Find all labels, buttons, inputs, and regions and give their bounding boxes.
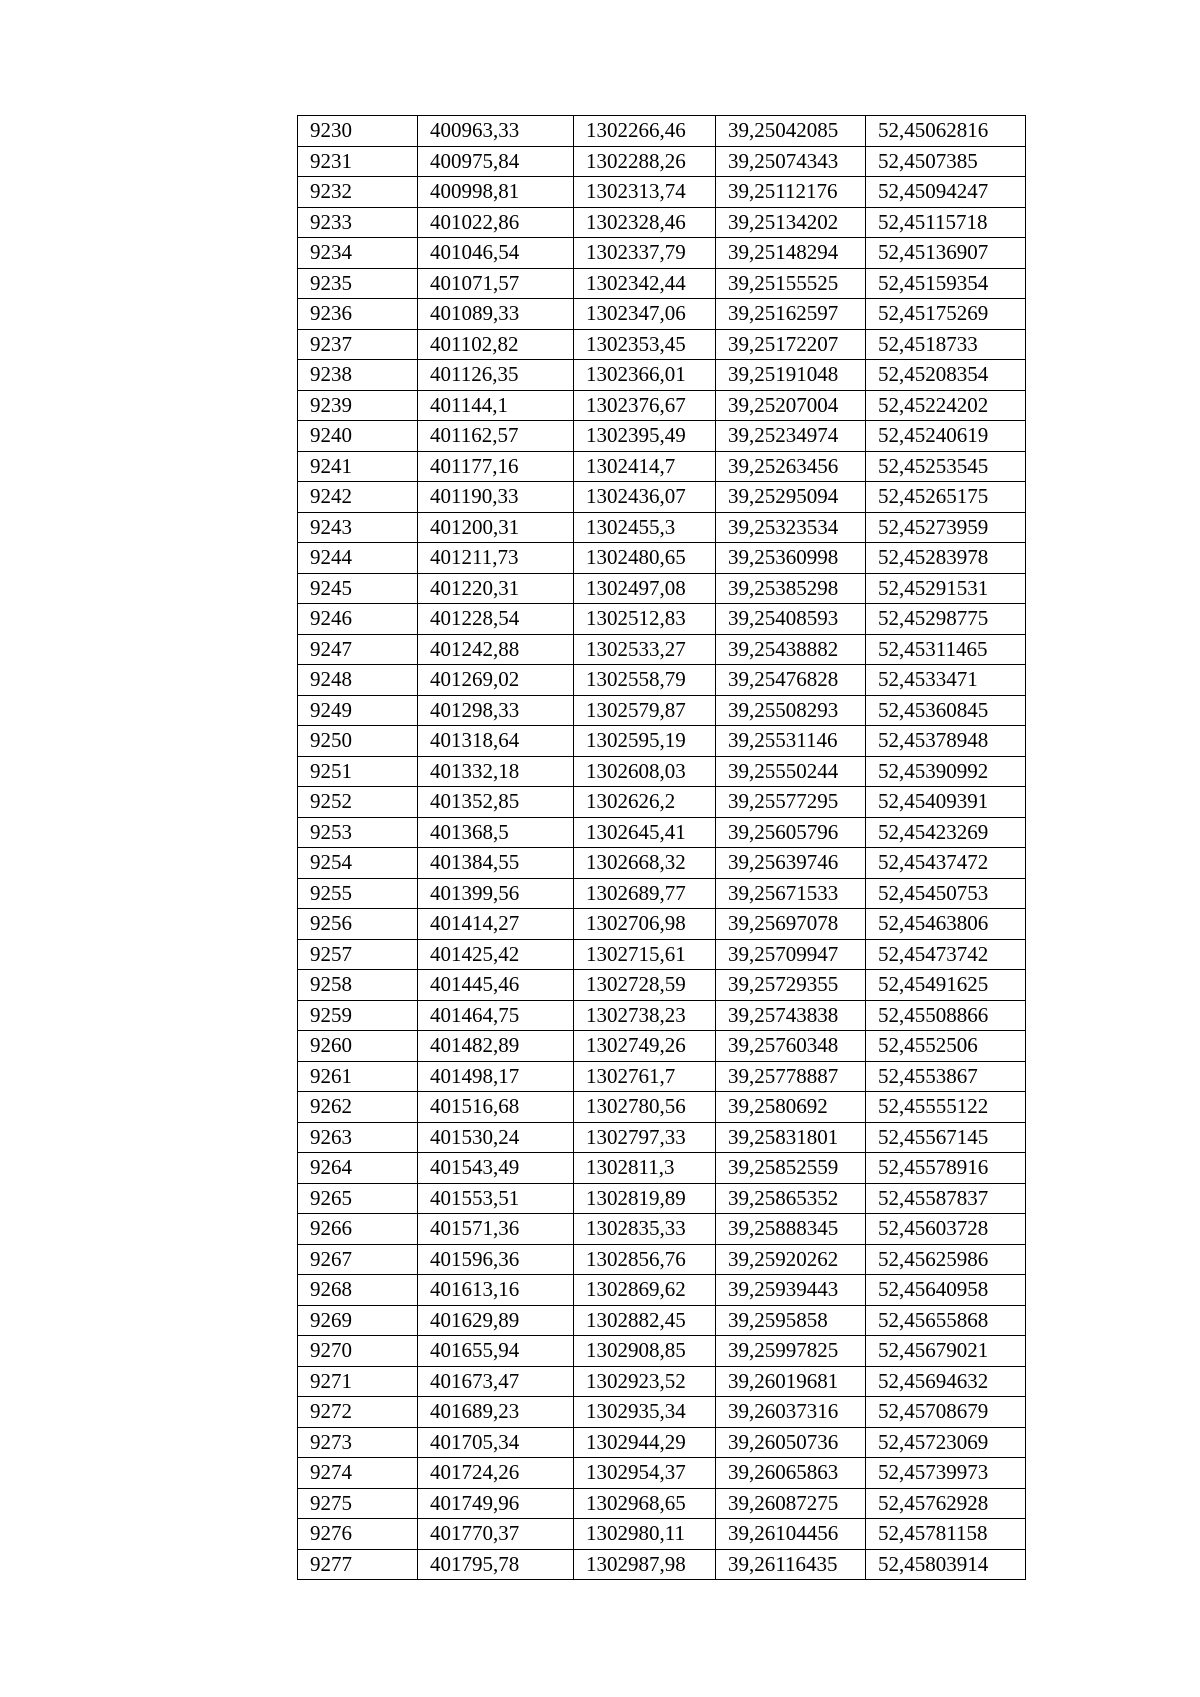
longitude-cell: 39,25042085 <box>716 116 866 147</box>
point-number-cell: 9243 <box>298 512 418 543</box>
x-coordinate-cell: 400998,81 <box>418 177 574 208</box>
latitude-cell: 52,45062816 <box>866 116 1026 147</box>
point-number-cell: 9236 <box>298 299 418 330</box>
point-number-cell: 9248 <box>298 665 418 696</box>
point-number-cell: 9251 <box>298 756 418 787</box>
table-row <box>298 634 1026 665</box>
latitude-cell: 52,45803914 <box>866 1549 1026 1580</box>
table-row <box>298 970 1026 1001</box>
x-coordinate-cell: 401228,54 <box>418 604 574 635</box>
table-row <box>298 848 1026 879</box>
point-number-cell: 9262 <box>298 1092 418 1123</box>
longitude-cell: 39,25852559 <box>716 1153 866 1184</box>
longitude-cell: 39,25531146 <box>716 726 866 757</box>
longitude-cell: 39,25323534 <box>716 512 866 543</box>
latitude-cell: 52,45298775 <box>866 604 1026 635</box>
table-row <box>298 1427 1026 1458</box>
point-number-cell: 9230 <box>298 116 418 147</box>
longitude-cell: 39,25743838 <box>716 1000 866 1031</box>
longitude-cell: 39,25709947 <box>716 939 866 970</box>
point-number-cell: 9247 <box>298 634 418 665</box>
y-coordinate-cell: 1302497,08 <box>574 573 716 604</box>
longitude-cell: 39,25476828 <box>716 665 866 696</box>
x-coordinate-cell: 401046,54 <box>418 238 574 269</box>
point-number-cell: 9232 <box>298 177 418 208</box>
longitude-cell: 39,25778887 <box>716 1061 866 1092</box>
longitude-cell: 39,25865352 <box>716 1183 866 1214</box>
point-number-cell: 9267 <box>298 1244 418 1275</box>
x-coordinate-cell: 401749,96 <box>418 1488 574 1519</box>
table-row <box>298 1031 1026 1062</box>
latitude-cell: 52,45679021 <box>866 1336 1026 1367</box>
y-coordinate-cell: 1302395,49 <box>574 421 716 452</box>
y-coordinate-cell: 1302376,67 <box>574 390 716 421</box>
y-coordinate-cell: 1302908,85 <box>574 1336 716 1367</box>
point-number-cell: 9240 <box>298 421 418 452</box>
longitude-cell: 39,25605796 <box>716 817 866 848</box>
x-coordinate-cell: 401220,31 <box>418 573 574 604</box>
latitude-cell: 52,45136907 <box>866 238 1026 269</box>
table-row <box>298 1305 1026 1336</box>
point-number-cell: 9269 <box>298 1305 418 1336</box>
y-coordinate-cell: 1302579,87 <box>574 695 716 726</box>
longitude-cell: 39,25920262 <box>716 1244 866 1275</box>
point-number-cell: 9231 <box>298 146 418 177</box>
x-coordinate-cell: 401705,34 <box>418 1427 574 1458</box>
latitude-cell: 52,45159354 <box>866 268 1026 299</box>
x-coordinate-cell: 401190,33 <box>418 482 574 513</box>
y-coordinate-cell: 1302954,37 <box>574 1458 716 1489</box>
table-row <box>298 543 1026 574</box>
longitude-cell: 39,26116435 <box>716 1549 866 1580</box>
longitude-cell: 39,26065863 <box>716 1458 866 1489</box>
y-coordinate-cell: 1302353,45 <box>574 329 716 360</box>
longitude-cell: 39,2595858 <box>716 1305 866 1336</box>
table-row <box>298 299 1026 330</box>
y-coordinate-cell: 1302869,62 <box>574 1275 716 1306</box>
table-row <box>298 207 1026 238</box>
point-number-cell: 9255 <box>298 878 418 909</box>
y-coordinate-cell: 1302819,89 <box>574 1183 716 1214</box>
y-coordinate-cell: 1302935,34 <box>574 1397 716 1428</box>
latitude-cell: 52,4507385 <box>866 146 1026 177</box>
latitude-cell: 52,45378948 <box>866 726 1026 757</box>
point-number-cell: 9266 <box>298 1214 418 1245</box>
x-coordinate-cell: 401482,89 <box>418 1031 574 1062</box>
longitude-cell: 39,25939443 <box>716 1275 866 1306</box>
x-coordinate-cell: 401177,16 <box>418 451 574 482</box>
table-row <box>298 1061 1026 1092</box>
longitude-cell: 39,25148294 <box>716 238 866 269</box>
x-coordinate-cell: 401795,78 <box>418 1549 574 1580</box>
longitude-cell: 39,25831801 <box>716 1122 866 1153</box>
longitude-cell: 39,25408593 <box>716 604 866 635</box>
y-coordinate-cell: 1302811,3 <box>574 1153 716 1184</box>
latitude-cell: 52,45739973 <box>866 1458 1026 1489</box>
point-number-cell: 9257 <box>298 939 418 970</box>
table-row <box>298 1122 1026 1153</box>
x-coordinate-cell: 401352,85 <box>418 787 574 818</box>
point-number-cell: 9245 <box>298 573 418 604</box>
latitude-cell: 52,45437472 <box>866 848 1026 879</box>
x-coordinate-cell: 401543,49 <box>418 1153 574 1184</box>
latitude-cell: 52,45311465 <box>866 634 1026 665</box>
longitude-cell: 39,25729355 <box>716 970 866 1001</box>
point-number-cell: 9239 <box>298 390 418 421</box>
x-coordinate-cell: 401414,27 <box>418 909 574 940</box>
y-coordinate-cell: 1302436,07 <box>574 482 716 513</box>
latitude-cell: 52,45450753 <box>866 878 1026 909</box>
table-row <box>298 1397 1026 1428</box>
point-number-cell: 9237 <box>298 329 418 360</box>
y-coordinate-cell: 1302856,76 <box>574 1244 716 1275</box>
latitude-cell: 52,45473742 <box>866 939 1026 970</box>
table-row <box>298 146 1026 177</box>
x-coordinate-cell: 401242,88 <box>418 634 574 665</box>
y-coordinate-cell: 1302337,79 <box>574 238 716 269</box>
x-coordinate-cell: 401464,75 <box>418 1000 574 1031</box>
table-row <box>298 573 1026 604</box>
longitude-cell: 39,26037316 <box>716 1397 866 1428</box>
y-coordinate-cell: 1302689,77 <box>574 878 716 909</box>
table-row <box>298 238 1026 269</box>
x-coordinate-cell: 401144,1 <box>418 390 574 421</box>
x-coordinate-cell: 401384,55 <box>418 848 574 879</box>
x-coordinate-cell: 401613,16 <box>418 1275 574 1306</box>
x-coordinate-cell: 401530,24 <box>418 1122 574 1153</box>
longitude-cell: 39,26087275 <box>716 1488 866 1519</box>
point-number-cell: 9254 <box>298 848 418 879</box>
table-row <box>298 1000 1026 1031</box>
longitude-cell: 39,25234974 <box>716 421 866 452</box>
x-coordinate-cell: 401553,51 <box>418 1183 574 1214</box>
x-coordinate-cell: 401162,57 <box>418 421 574 452</box>
table-row <box>298 939 1026 970</box>
table-row <box>298 1519 1026 1550</box>
longitude-cell: 39,25997825 <box>716 1336 866 1367</box>
y-coordinate-cell: 1302835,33 <box>574 1214 716 1245</box>
table-row <box>298 756 1026 787</box>
y-coordinate-cell: 1302558,79 <box>574 665 716 696</box>
table-row <box>298 1366 1026 1397</box>
latitude-cell: 52,45253545 <box>866 451 1026 482</box>
table-row <box>298 1549 1026 1580</box>
table-row <box>298 1488 1026 1519</box>
y-coordinate-cell: 1302797,33 <box>574 1122 716 1153</box>
x-coordinate-cell: 400963,33 <box>418 116 574 147</box>
point-number-cell: 9277 <box>298 1549 418 1580</box>
table-row <box>298 360 1026 391</box>
latitude-cell: 52,45491625 <box>866 970 1026 1001</box>
table-row <box>298 604 1026 635</box>
latitude-cell: 52,45762928 <box>866 1488 1026 1519</box>
y-coordinate-cell: 1302738,23 <box>574 1000 716 1031</box>
table-row <box>298 1336 1026 1367</box>
x-coordinate-cell: 401629,89 <box>418 1305 574 1336</box>
longitude-cell: 39,25438882 <box>716 634 866 665</box>
table-row <box>298 1275 1026 1306</box>
point-number-cell: 9252 <box>298 787 418 818</box>
y-coordinate-cell: 1302761,7 <box>574 1061 716 1092</box>
x-coordinate-cell: 401368,5 <box>418 817 574 848</box>
x-coordinate-cell: 400975,84 <box>418 146 574 177</box>
x-coordinate-cell: 401332,18 <box>418 756 574 787</box>
point-number-cell: 9234 <box>298 238 418 269</box>
point-number-cell: 9235 <box>298 268 418 299</box>
longitude-cell: 39,25550244 <box>716 756 866 787</box>
longitude-cell: 39,25172207 <box>716 329 866 360</box>
latitude-cell: 52,45240619 <box>866 421 1026 452</box>
y-coordinate-cell: 1302780,56 <box>574 1092 716 1123</box>
y-coordinate-cell: 1302608,03 <box>574 756 716 787</box>
longitude-cell: 39,25155525 <box>716 268 866 299</box>
latitude-cell: 52,45283978 <box>866 543 1026 574</box>
longitude-cell: 39,25639746 <box>716 848 866 879</box>
y-coordinate-cell: 1302342,44 <box>574 268 716 299</box>
x-coordinate-cell: 401126,35 <box>418 360 574 391</box>
point-number-cell: 9260 <box>298 1031 418 1062</box>
table-row <box>298 116 1026 147</box>
point-number-cell: 9246 <box>298 604 418 635</box>
latitude-cell: 52,45291531 <box>866 573 1026 604</box>
latitude-cell: 52,4518733 <box>866 329 1026 360</box>
y-coordinate-cell: 1302968,65 <box>574 1488 716 1519</box>
latitude-cell: 52,45423269 <box>866 817 1026 848</box>
y-coordinate-cell: 1302288,26 <box>574 146 716 177</box>
longitude-cell: 39,25134202 <box>716 207 866 238</box>
latitude-cell: 52,45094247 <box>866 177 1026 208</box>
point-number-cell: 9259 <box>298 1000 418 1031</box>
latitude-cell: 52,45640958 <box>866 1275 1026 1306</box>
latitude-cell: 52,45708679 <box>866 1397 1026 1428</box>
y-coordinate-cell: 1302749,26 <box>574 1031 716 1062</box>
latitude-cell: 52,45390992 <box>866 756 1026 787</box>
table-row <box>298 390 1026 421</box>
longitude-cell: 39,25760348 <box>716 1031 866 1062</box>
latitude-cell: 52,45723069 <box>866 1427 1026 1458</box>
y-coordinate-cell: 1302455,3 <box>574 512 716 543</box>
latitude-cell: 52,45273959 <box>866 512 1026 543</box>
table-row <box>298 878 1026 909</box>
x-coordinate-cell: 401498,17 <box>418 1061 574 1092</box>
x-coordinate-cell: 401516,68 <box>418 1092 574 1123</box>
point-number-cell: 9275 <box>298 1488 418 1519</box>
table-row <box>298 1244 1026 1275</box>
x-coordinate-cell: 401596,36 <box>418 1244 574 1275</box>
longitude-cell: 39,25671533 <box>716 878 866 909</box>
table-row <box>298 665 1026 696</box>
latitude-cell: 52,45175269 <box>866 299 1026 330</box>
table-row <box>298 482 1026 513</box>
latitude-cell: 52,4533471 <box>866 665 1026 696</box>
table-row <box>298 695 1026 726</box>
y-coordinate-cell: 1302414,7 <box>574 451 716 482</box>
y-coordinate-cell: 1302266,46 <box>574 116 716 147</box>
latitude-cell: 52,45208354 <box>866 360 1026 391</box>
point-number-cell: 9270 <box>298 1336 418 1367</box>
point-number-cell: 9261 <box>298 1061 418 1092</box>
point-number-cell: 9272 <box>298 1397 418 1428</box>
latitude-cell: 52,45567145 <box>866 1122 1026 1153</box>
longitude-cell: 39,25191048 <box>716 360 866 391</box>
longitude-cell: 39,25697078 <box>716 909 866 940</box>
latitude-cell: 52,45587837 <box>866 1183 1026 1214</box>
x-coordinate-cell: 401071,57 <box>418 268 574 299</box>
y-coordinate-cell: 1302512,83 <box>574 604 716 635</box>
coordinates-table-body <box>298 116 1026 1580</box>
longitude-cell: 39,25207004 <box>716 390 866 421</box>
table-row <box>298 1458 1026 1489</box>
table-row <box>298 909 1026 940</box>
point-number-cell: 9244 <box>298 543 418 574</box>
x-coordinate-cell: 401269,02 <box>418 665 574 696</box>
longitude-cell: 39,26019681 <box>716 1366 866 1397</box>
y-coordinate-cell: 1302944,29 <box>574 1427 716 1458</box>
table-row <box>298 787 1026 818</box>
point-number-cell: 9250 <box>298 726 418 757</box>
point-number-cell: 9253 <box>298 817 418 848</box>
x-coordinate-cell: 401318,64 <box>418 726 574 757</box>
latitude-cell: 52,4552506 <box>866 1031 1026 1062</box>
x-coordinate-cell: 401571,36 <box>418 1214 574 1245</box>
y-coordinate-cell: 1302328,46 <box>574 207 716 238</box>
x-coordinate-cell: 401089,33 <box>418 299 574 330</box>
point-number-cell: 9249 <box>298 695 418 726</box>
x-coordinate-cell: 401445,46 <box>418 970 574 1001</box>
y-coordinate-cell: 1302923,52 <box>574 1366 716 1397</box>
point-number-cell: 9242 <box>298 482 418 513</box>
table-row <box>298 512 1026 543</box>
latitude-cell: 52,45265175 <box>866 482 1026 513</box>
point-number-cell: 9271 <box>298 1366 418 1397</box>
latitude-cell: 52,45578916 <box>866 1153 1026 1184</box>
table-row <box>298 1183 1026 1214</box>
longitude-cell: 39,26050736 <box>716 1427 866 1458</box>
y-coordinate-cell: 1302533,27 <box>574 634 716 665</box>
x-coordinate-cell: 401655,94 <box>418 1336 574 1367</box>
latitude-cell: 52,45463806 <box>866 909 1026 940</box>
x-coordinate-cell: 401673,47 <box>418 1366 574 1397</box>
y-coordinate-cell: 1302882,45 <box>574 1305 716 1336</box>
latitude-cell: 52,45508866 <box>866 1000 1026 1031</box>
y-coordinate-cell: 1302480,65 <box>574 543 716 574</box>
table-row <box>298 817 1026 848</box>
table-row <box>298 177 1026 208</box>
table-row <box>298 268 1026 299</box>
point-number-cell: 9276 <box>298 1519 418 1550</box>
x-coordinate-cell: 401770,37 <box>418 1519 574 1550</box>
y-coordinate-cell: 1302728,59 <box>574 970 716 1001</box>
latitude-cell: 52,4553867 <box>866 1061 1026 1092</box>
y-coordinate-cell: 1302645,41 <box>574 817 716 848</box>
table-row <box>298 1092 1026 1123</box>
point-number-cell: 9264 <box>298 1153 418 1184</box>
latitude-cell: 52,45115718 <box>866 207 1026 238</box>
table-row <box>298 1153 1026 1184</box>
table-row <box>298 421 1026 452</box>
x-coordinate-cell: 401689,23 <box>418 1397 574 1428</box>
latitude-cell: 52,45625986 <box>866 1244 1026 1275</box>
x-coordinate-cell: 401298,33 <box>418 695 574 726</box>
point-number-cell: 9268 <box>298 1275 418 1306</box>
point-number-cell: 9263 <box>298 1122 418 1153</box>
y-coordinate-cell: 1302706,98 <box>574 909 716 940</box>
latitude-cell: 52,45360845 <box>866 695 1026 726</box>
longitude-cell: 39,25577295 <box>716 787 866 818</box>
y-coordinate-cell: 1302366,01 <box>574 360 716 391</box>
longitude-cell: 39,25888345 <box>716 1214 866 1245</box>
x-coordinate-cell: 401022,86 <box>418 207 574 238</box>
y-coordinate-cell: 1302715,61 <box>574 939 716 970</box>
latitude-cell: 52,45603728 <box>866 1214 1026 1245</box>
y-coordinate-cell: 1302347,06 <box>574 299 716 330</box>
x-coordinate-cell: 401425,42 <box>418 939 574 970</box>
point-number-cell: 9241 <box>298 451 418 482</box>
point-number-cell: 9273 <box>298 1427 418 1458</box>
latitude-cell: 52,45694632 <box>866 1366 1026 1397</box>
x-coordinate-cell: 401102,82 <box>418 329 574 360</box>
table-row <box>298 726 1026 757</box>
table-row <box>298 451 1026 482</box>
point-number-cell: 9233 <box>298 207 418 238</box>
table-row <box>298 329 1026 360</box>
point-number-cell: 9265 <box>298 1183 418 1214</box>
latitude-cell: 52,45555122 <box>866 1092 1026 1123</box>
longitude-cell: 39,26104456 <box>716 1519 866 1550</box>
x-coordinate-cell: 401200,31 <box>418 512 574 543</box>
point-number-cell: 9238 <box>298 360 418 391</box>
point-number-cell: 9256 <box>298 909 418 940</box>
latitude-cell: 52,45781158 <box>866 1519 1026 1550</box>
x-coordinate-cell: 401399,56 <box>418 878 574 909</box>
longitude-cell: 39,25360998 <box>716 543 866 574</box>
coordinates-table <box>297 115 1026 1580</box>
y-coordinate-cell: 1302668,32 <box>574 848 716 879</box>
y-coordinate-cell: 1302626,2 <box>574 787 716 818</box>
longitude-cell: 39,25508293 <box>716 695 866 726</box>
x-coordinate-cell: 401724,26 <box>418 1458 574 1489</box>
latitude-cell: 52,45655868 <box>866 1305 1026 1336</box>
y-coordinate-cell: 1302980,11 <box>574 1519 716 1550</box>
longitude-cell: 39,25112176 <box>716 177 866 208</box>
longitude-cell: 39,25162597 <box>716 299 866 330</box>
longitude-cell: 39,2580692 <box>716 1092 866 1123</box>
y-coordinate-cell: 1302313,74 <box>574 177 716 208</box>
y-coordinate-cell: 1302987,98 <box>574 1549 716 1580</box>
x-coordinate-cell: 401211,73 <box>418 543 574 574</box>
longitude-cell: 39,25074343 <box>716 146 866 177</box>
latitude-cell: 52,45224202 <box>866 390 1026 421</box>
latitude-cell: 52,45409391 <box>866 787 1026 818</box>
longitude-cell: 39,25295094 <box>716 482 866 513</box>
table-row <box>298 1214 1026 1245</box>
longitude-cell: 39,25263456 <box>716 451 866 482</box>
point-number-cell: 9258 <box>298 970 418 1001</box>
y-coordinate-cell: 1302595,19 <box>574 726 716 757</box>
point-number-cell: 9274 <box>298 1458 418 1489</box>
longitude-cell: 39,25385298 <box>716 573 866 604</box>
